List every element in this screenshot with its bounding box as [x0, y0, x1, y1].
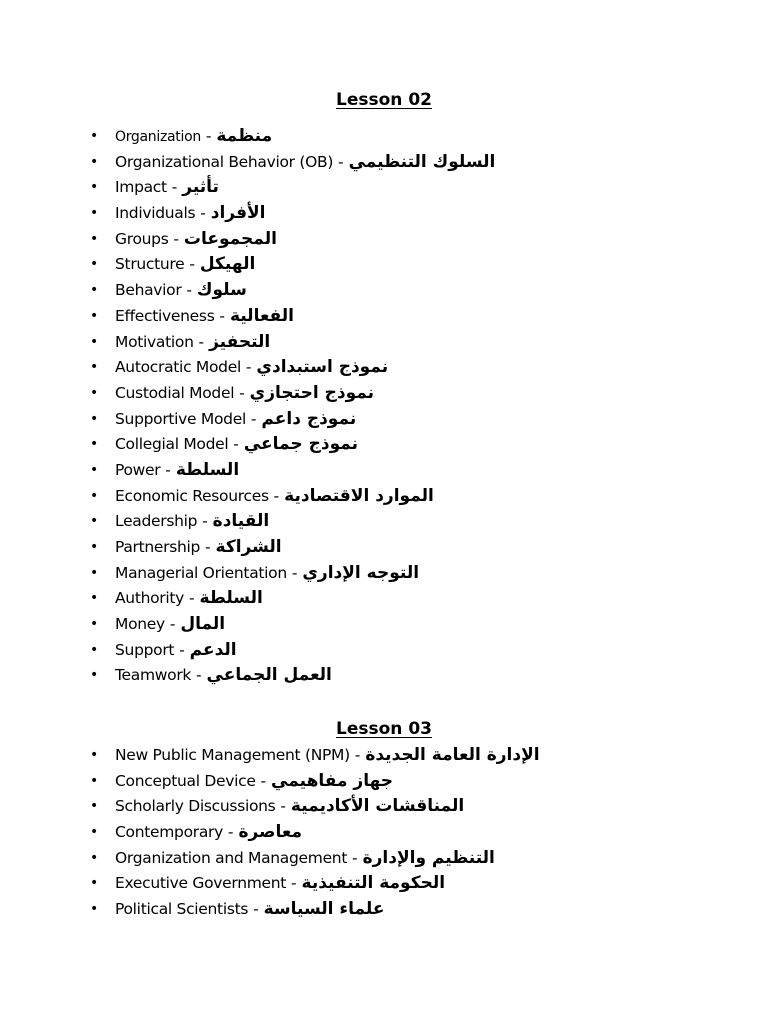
bullet-icon: •: [90, 128, 99, 144]
term-separator: -: [255, 771, 272, 790]
list-item: [0, 432, 495, 458]
bullet-icon: •: [90, 153, 99, 170]
arabic-translation: المجموعات: [183, 228, 277, 249]
bullet-icon: •: [90, 667, 99, 684]
bullet-icon: •: [90, 436, 99, 453]
english-term: Custodial Model: [115, 383, 235, 402]
bullet-icon: •: [90, 333, 99, 350]
arabic-translation: نموذج داعم: [261, 408, 357, 429]
bullet-icon: •: [90, 205, 99, 222]
list-item: [0, 458, 495, 484]
english-term: Behavior: [115, 281, 182, 300]
term-separator: -: [168, 229, 184, 248]
bullet-icon: •: [90, 824, 99, 841]
list-item: [0, 407, 495, 433]
english-term: Supportive Model: [115, 409, 246, 428]
bullet-icon: •: [90, 747, 99, 763]
arabic-translation: الموارد الاقتصادية: [284, 485, 434, 506]
term-separator: -: [286, 563, 303, 582]
arabic-translation: المناقشات الأكاديمية: [290, 796, 465, 817]
arabic-translation: سلوك: [196, 280, 247, 301]
list-item: [0, 663, 495, 689]
arabic-translation: نموذج احتجازي: [249, 382, 375, 403]
bullet-icon: •: [90, 772, 99, 789]
english-term: Scholarly Discussions: [115, 797, 276, 816]
bullet-icon: •: [90, 410, 99, 427]
term-separator: -: [174, 640, 190, 659]
arabic-translation: معاصرة: [238, 822, 302, 843]
arabic-translation: تأثير: [182, 177, 219, 198]
english-term: Effectiveness: [115, 306, 215, 325]
list-item: [0, 278, 495, 304]
list-item: [0, 871, 540, 897]
term-separator: -: [195, 204, 211, 223]
arabic-translation: الفعالية: [229, 305, 294, 326]
list-item: [0, 201, 495, 227]
term-separator: -: [191, 666, 207, 685]
arabic-translation: الأفراد: [210, 203, 266, 224]
arabic-translation: نموذج جماعي: [243, 434, 359, 455]
bullet-icon: •: [90, 282, 99, 299]
bullet-icon: •: [90, 256, 99, 273]
list-item: [0, 150, 495, 176]
english-term: Contemporary: [115, 823, 223, 842]
bullet-icon: •: [90, 564, 99, 581]
term-separator: -: [164, 615, 181, 634]
english-term: Power: [115, 460, 161, 479]
arabic-translation: الدعم: [189, 639, 237, 660]
arabic-translation: علماء السياسة: [263, 899, 385, 920]
bullet-icon: •: [90, 307, 99, 324]
bullet-icon: •: [90, 616, 99, 633]
english-term: Collegial Model: [115, 435, 229, 454]
vocabulary-list: [0, 124, 495, 689]
english-term: Autocratic Model: [115, 358, 241, 377]
arabic-translation: السلوك التنظيمي: [348, 151, 496, 172]
english-term: Structure: [115, 255, 185, 274]
term-separator: -: [166, 178, 183, 197]
bullet-icon: •: [90, 590, 99, 607]
bullet-icon: •: [90, 384, 99, 401]
english-term: Impact: [115, 178, 167, 197]
list-item: [0, 638, 495, 664]
term-separator: -: [181, 281, 197, 300]
arabic-translation: السلطة: [175, 459, 240, 480]
list-item: [0, 355, 495, 381]
bullet-icon: •: [90, 179, 99, 196]
list-item: [0, 535, 495, 561]
english-term: Conceptual Device: [115, 771, 256, 790]
english-term: Managerial Orientation: [115, 563, 287, 582]
bullet-icon: •: [90, 359, 99, 376]
term-separator: -: [248, 900, 264, 919]
list-item: [0, 484, 495, 510]
english-term: Support: [115, 640, 175, 659]
term-separator: -: [184, 589, 200, 608]
term-separator: -: [347, 848, 363, 867]
english-term: Leadership: [115, 512, 198, 531]
english-term: Money: [115, 615, 165, 634]
term-separator: -: [184, 255, 200, 274]
arabic-translation: منظمة: [216, 126, 273, 146]
list-item: [0, 612, 495, 638]
english-term: Motivation: [115, 332, 194, 351]
english-term: Individuals: [115, 204, 196, 223]
bullet-icon: •: [90, 798, 99, 815]
list-item: [0, 743, 540, 769]
term-separator: -: [333, 152, 349, 171]
term-separator: -: [245, 409, 262, 428]
bullet-icon: •: [90, 875, 99, 892]
list-item: [0, 175, 495, 201]
lesson-title: Lesson 02: [336, 90, 432, 110]
english-term: Groups: [115, 229, 169, 248]
bullet-icon: •: [90, 513, 99, 530]
term-separator: -: [275, 797, 291, 816]
arabic-translation: القيادة: [212, 511, 270, 532]
term-separator: -: [349, 746, 366, 764]
english-term: Organization: [115, 129, 201, 145]
list-item: [0, 227, 495, 253]
english-term: Economic Resources: [115, 486, 269, 505]
list-item: [0, 304, 495, 330]
list-item: [0, 330, 495, 356]
english-term: Organization and Management: [115, 848, 348, 867]
arabic-translation: التوجه الإداري: [302, 562, 420, 583]
term-separator: -: [268, 486, 285, 505]
list-item: [0, 897, 540, 923]
bullet-icon: •: [90, 487, 99, 504]
bullet-icon: •: [90, 230, 99, 247]
term-separator: -: [200, 127, 217, 145]
list-item: [0, 124, 495, 150]
term-separator: -: [222, 823, 239, 842]
term-separator: -: [286, 874, 302, 893]
arabic-translation: التحفيز: [209, 331, 271, 352]
list-item: [0, 846, 540, 872]
bullet-icon: •: [90, 461, 99, 478]
list-item: [0, 252, 495, 278]
arabic-translation: جهاز مفاهيمي: [271, 770, 394, 791]
arabic-translation: الحكومة التنفيذية: [301, 873, 446, 894]
bullet-icon: •: [90, 641, 99, 658]
list-item: [0, 381, 495, 407]
english-term: New Public Management (NPM): [115, 746, 350, 764]
term-separator: -: [197, 512, 213, 531]
english-term: Authority: [115, 589, 185, 608]
english-term: Executive Government: [115, 874, 287, 893]
arabic-translation: الشراكة: [215, 537, 282, 557]
arabic-translation: المال: [180, 614, 226, 635]
bullet-icon: •: [90, 539, 99, 555]
term-separator: -: [160, 460, 176, 479]
list-item: [0, 586, 495, 612]
list-item: [0, 820, 540, 846]
list-item: [0, 769, 540, 795]
vocabulary-list: [0, 743, 540, 923]
arabic-translation: نموذج استبدادي: [256, 357, 389, 378]
bullet-icon: •: [90, 849, 99, 866]
arabic-translation: السلطة: [199, 588, 263, 609]
arabic-translation: الإدارة العامة الجديدة: [365, 745, 540, 765]
english-term: Teamwork: [115, 666, 192, 685]
arabic-translation: العمل الجماعي: [206, 665, 332, 686]
list-item: [0, 794, 540, 820]
term-separator: -: [200, 538, 216, 556]
term-separator: -: [193, 332, 210, 351]
list-item: [0, 561, 495, 587]
english-term: Partnership: [115, 538, 201, 556]
term-separator: -: [240, 358, 257, 377]
english-term: Political Scientists: [115, 900, 249, 919]
term-separator: -: [214, 306, 230, 325]
term-separator: -: [228, 435, 244, 454]
list-item: [0, 509, 495, 535]
english-term: Organizational Behavior (OB): [115, 152, 334, 171]
arabic-translation: الهيكل: [199, 254, 256, 275]
term-separator: -: [234, 383, 250, 402]
arabic-translation: التنظيم والإدارة: [362, 847, 495, 868]
bullet-icon: •: [90, 901, 99, 918]
lesson-title: Lesson 03: [336, 719, 432, 739]
